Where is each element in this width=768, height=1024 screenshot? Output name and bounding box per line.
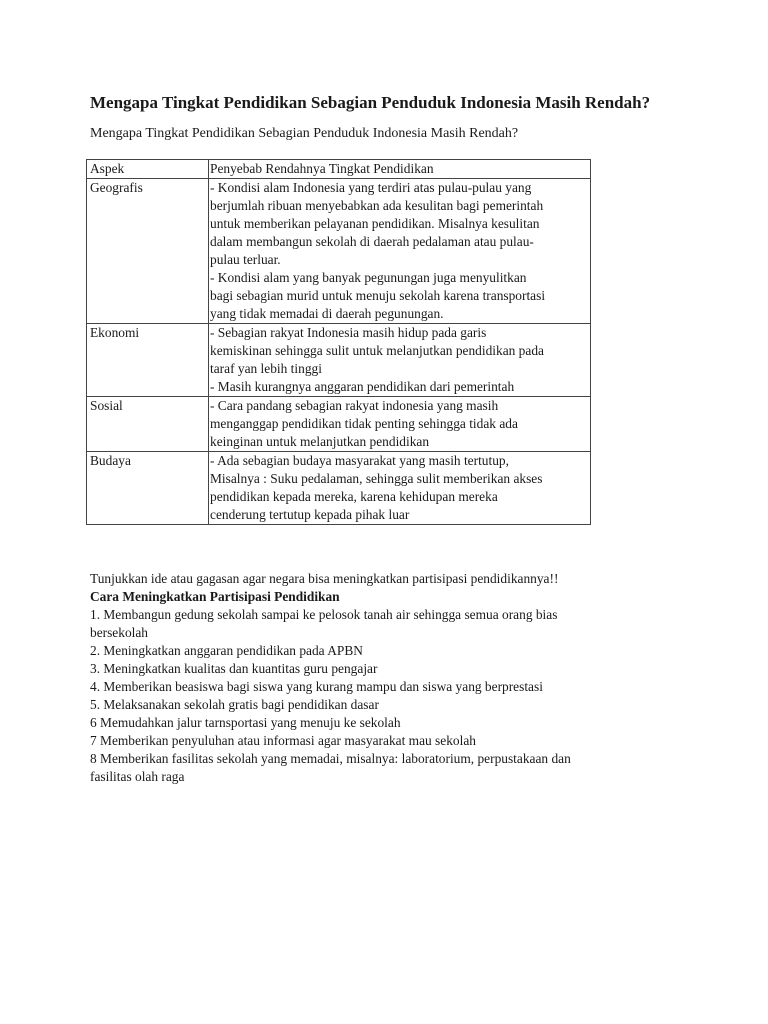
idea-list-item: 5. Melaksanakan sekolah gratis bagi pendidikan dasar (90, 697, 379, 712)
aspect-table-body (87, 160, 591, 525)
cause-text-line: - Kondisi alam yang banyak pegunungan juga menyulitkan (210, 270, 527, 285)
table-cell-penyebab (209, 324, 591, 397)
idea-list-item: 1. Membangun gedung sekolah sampai ke pelosok tanah air sehingga semua orang bias (90, 607, 558, 622)
idea-list-item: 4. Memberikan beasiswa bagi siswa yang kurang mampu dan siswa yang berprestasi (90, 679, 543, 694)
idea-list-item: 2. Meningkatkan anggaran pendidikan pada APBN (90, 643, 363, 658)
table-cell-penyebab (209, 452, 591, 525)
idea-list-item: 6 Memudahkan jalur tarnsportasi yang menuju ke sekolah (90, 715, 401, 730)
cause-text-line: Misalnya : Suku pedalaman, sehingga sulit memberikan akses (210, 471, 543, 486)
table-cell-aspek: Ekonomi (87, 324, 209, 397)
cause-text-line: - Masih kurangnya anggaran pendidikan dari pemerintah (210, 379, 515, 394)
table-row (87, 452, 591, 525)
ideas-heading: Cara Meningkatkan Partisipasi Pendidikan (90, 589, 340, 604)
document-title: Mengapa Tingkat Pendidikan Sebagian Penduduk Indonesia Masih Rendah? (90, 93, 651, 112)
cause-text-line: keinginan untuk melanjutkan pendidikan (210, 434, 430, 449)
cause-text-line: - Kondisi alam Indonesia yang terdiri atas pulau-pulau yang (210, 180, 532, 195)
cause-text-line: pendidikan kepada mereka, karena kehidupan mereka (210, 489, 498, 504)
cause-text-line: - Cara pandang sebagian rakyat indonesia yang masih (210, 398, 499, 413)
table-header-row (87, 160, 591, 179)
cause-text-line: bagi sebagian murid untuk menuju sekolah karena transportasi (210, 288, 546, 303)
table-header-aspek: Aspek (87, 160, 209, 179)
cause-text-line: yang tidak memadai di daerah pegunungan. (210, 306, 444, 321)
idea-list-item: 3. Meningkatkan kualitas dan kuantitas guru pengajar (90, 661, 378, 676)
cause-text-line: menganggap pendidikan tidak penting sehingga tidak ada (210, 416, 518, 431)
ideas-question: Tunjukkan ide atau gagasan agar negara bisa meningkatkan partisipasi pendidikannya!! (90, 571, 559, 586)
document-subtitle: Mengapa Tingkat Pendidikan Sebagian Penduduk Indonesia Masih Rendah? (90, 126, 519, 141)
ideas-section (90, 570, 650, 786)
cause-text-line: taraf yan lebih tinggi (210, 361, 322, 376)
aspect-table (86, 159, 591, 525)
cause-text-line: untuk memberikan pelayanan pendidikan. Misalnya kesulitan (210, 216, 540, 231)
table-cell-penyebab (209, 179, 591, 324)
idea-list-item: bersekolah (90, 625, 149, 640)
table-row (87, 179, 591, 324)
cause-text-line: kemiskinan sehingga sulit untuk melanjutkan pendidikan pada (210, 343, 544, 358)
table-row (87, 324, 591, 397)
cause-text-line: cenderung tertutup kepada pihak luar (210, 507, 410, 522)
idea-list-item: fasilitas olah raga (90, 769, 185, 784)
table-row (87, 397, 591, 452)
idea-list-item: 7 Memberikan penyuluhan atau informasi agar masyarakat mau sekolah (90, 733, 476, 748)
idea-list-item: 8 Memberikan fasilitas sekolah yang memadai, misalnya: laboratorium, perpustakaan dan (90, 751, 571, 766)
cause-text-line: dalam membangun sekolah di daerah pedalaman atau pulau- (210, 234, 534, 249)
table-header-penyebab: Penyebab Rendahnya Tingkat Pendidikan (209, 160, 591, 179)
cause-text-line: pulau terluar. (210, 252, 281, 267)
cause-text-line: berjumlah ribuan menyebabkan ada kesulitan bagi pemerintah (210, 198, 544, 213)
cause-text-line: - Sebagian rakyat Indonesia masih hidup pada garis (210, 325, 487, 340)
table-cell-aspek: Sosial (87, 397, 209, 452)
cause-text-line: - Ada sebagian budaya masyarakat yang masih tertutup, (210, 453, 509, 468)
table-cell-aspek: Geografis (87, 179, 209, 324)
table-cell-aspek: Budaya (87, 452, 209, 525)
table-cell-penyebab (209, 397, 591, 452)
